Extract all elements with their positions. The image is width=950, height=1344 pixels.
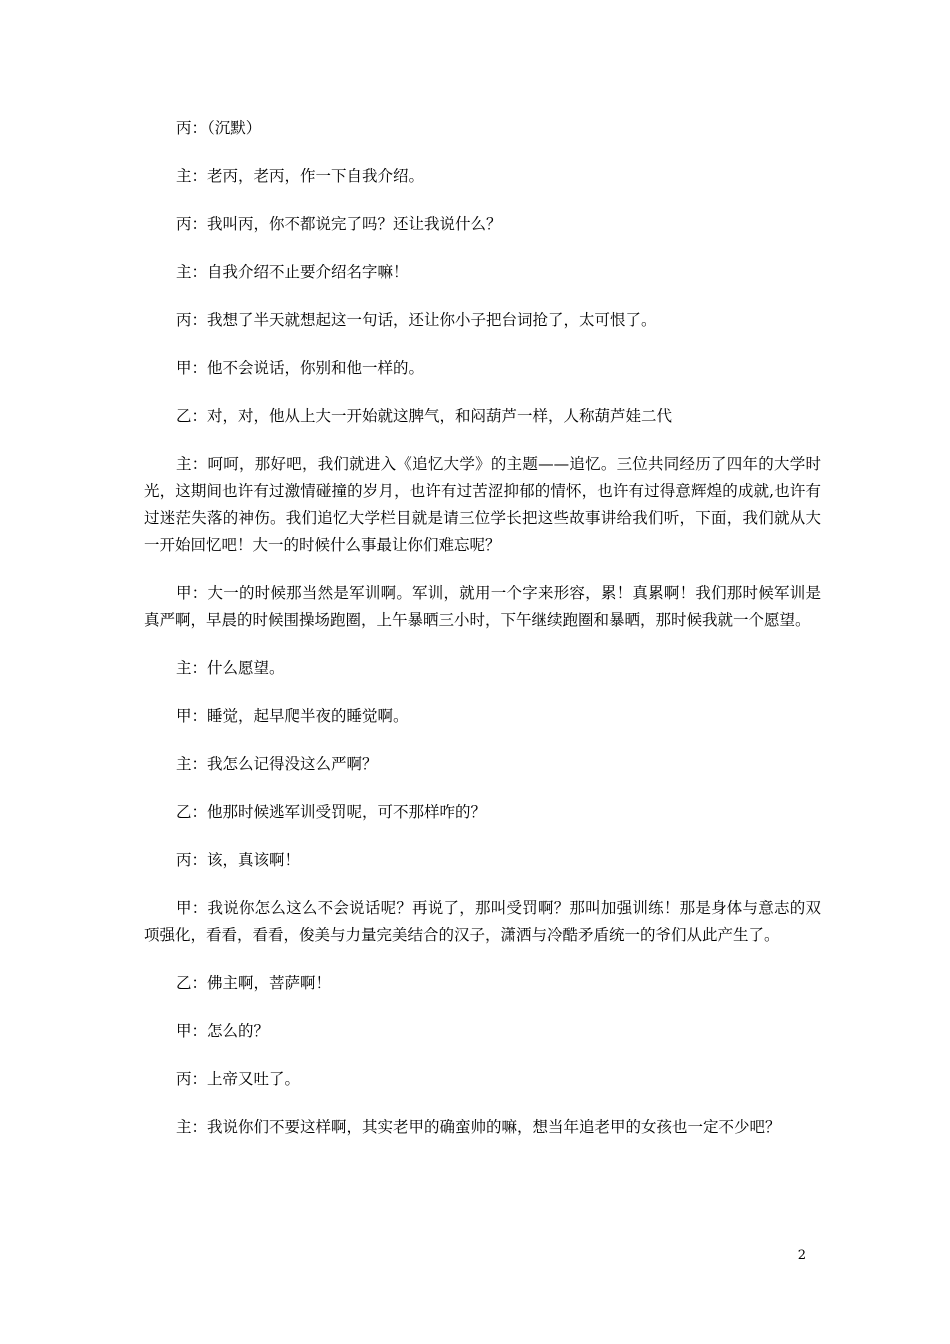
- paragraph-4: 主：自我介绍不止要介绍名字嘛！: [176, 263, 409, 281]
- paragraph-15: 甲：我说你怎么这么不会说话呢？再说了，那叫受罚啊？那叫加强训练！那是身体与意志的双项强化，看看，看看，俊美与力量完美结合的汉子，潇洒与冷酷矛盾统一的爷们从此产生了。: [144, 899, 821, 944]
- paragraph-17: 甲：怎么的？: [176, 1022, 270, 1040]
- paragraph-12: 主：我怎么记得没这么严啊？: [176, 755, 378, 773]
- paragraph-5: 丙：我想了半天就想起这一句话，还让你小子把台词抢了，太可恨了。: [176, 311, 657, 329]
- paragraph-1: 丙：（沉默）: [176, 119, 262, 137]
- paragraph-19: 主：我说你们不要这样啊，其实老甲的确蛮帅的嘛，想当年追老甲的女孩也一定不少吧？: [176, 1118, 781, 1136]
- paragraph-14: 丙：该，真该啊！: [176, 851, 301, 869]
- paragraph-11: 甲：睡觉，起早爬半夜的睡觉啊。: [176, 707, 409, 725]
- paragraph-6: 甲：他不会说话，你别和他一样的。: [176, 359, 425, 377]
- paragraph-16: 乙：佛主啊，菩萨啊！: [176, 974, 332, 992]
- paragraph-3: 丙：我叫丙，你不都说完了吗？还让我说什么？: [176, 215, 502, 233]
- paragraph-10: 主：什么愿望。: [176, 659, 285, 677]
- paragraph-8: 主：呵呵，那好吧，我们就进入《追忆大学》的主题——追忆。三位共同经历了四年的大学时光，这期间也许有过激情碰撞的岁月，也许有过苦涩抑郁的情怀，也许有过得意辉煌的成就,也许有过迷茫失落的神伤。我们追忆大学栏目就是请三位学长把这些故事讲给我们听，下面，我们就从大一开始回忆吧！大一的时候什么事最让你们难忘呢？: [144, 455, 821, 554]
- paragraph-7: 乙：对，对，他从上大一开始就这脾气，和闷葫芦一样，人称葫芦娃二代: [176, 407, 673, 425]
- page-number: 2: [797, 1248, 806, 1263]
- paragraph-18: 丙：上帝又吐了。: [176, 1070, 301, 1088]
- paragraph-2: 主：老丙，老丙，作一下自我介绍。: [176, 167, 425, 185]
- paragraph-13: 乙：他那时候逃军训受罚呢，可不那样咋的？: [176, 803, 487, 821]
- paragraph-9: 甲：大一的时候那当然是军训啊。军训，就用一个字来形容，累！真累啊！我们那时候军训是真严啊，早晨的时候围操场跑圈，上午暴晒三小时，下午继续跑圈和暴晒，那时候我就一个愿望。: [144, 584, 821, 629]
- document-body: [144, 115, 821, 1162]
